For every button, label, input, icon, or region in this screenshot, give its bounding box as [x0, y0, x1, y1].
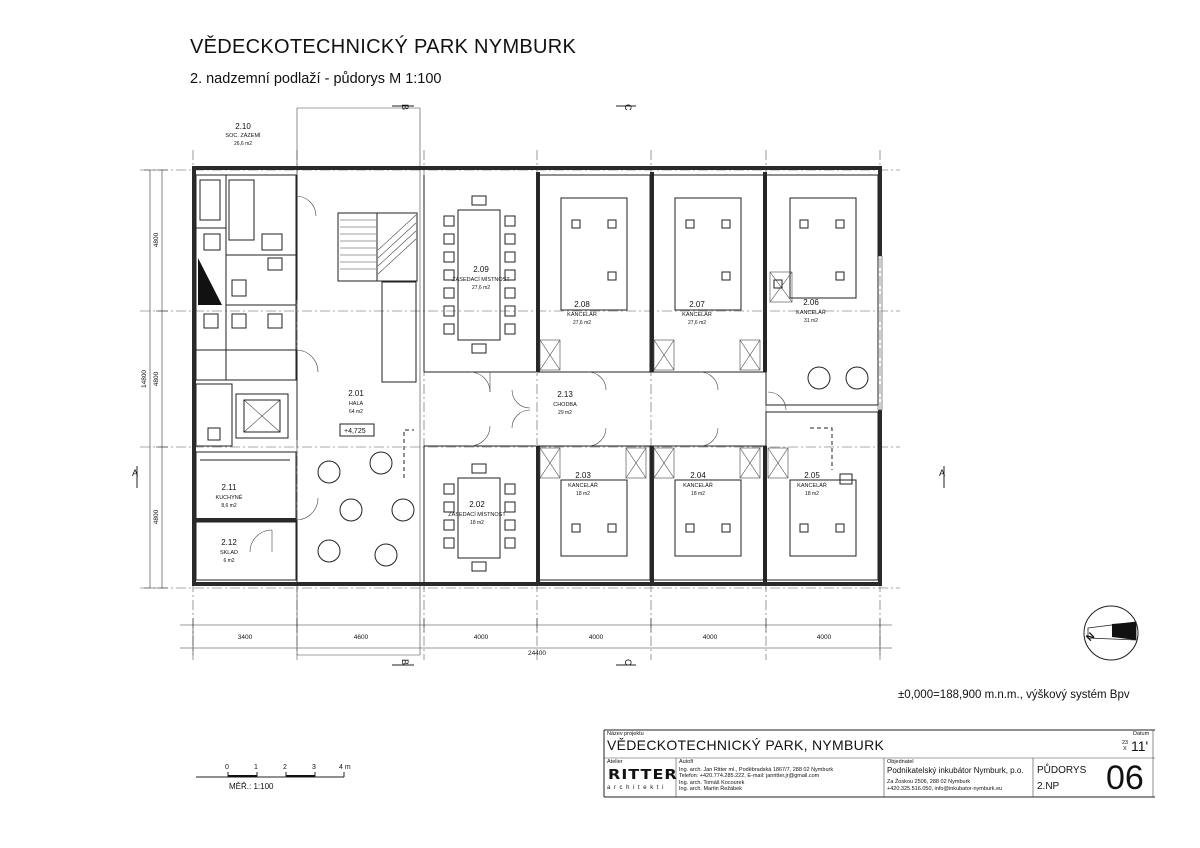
section-b-bottom: B	[400, 659, 410, 666]
atelier-logo: RITTER	[608, 766, 678, 783]
room-area-201: 64 m2	[349, 409, 363, 415]
drawing-subtitle: 2. nadzemní podlaží - půdorys M 1:100	[190, 71, 442, 87]
room-id-201: 2.01	[348, 389, 364, 398]
room-area-209: 27,6 m2	[471, 285, 491, 291]
room-id-205: 2.05	[804, 471, 820, 480]
atelier-logo-sub: architekti	[607, 785, 668, 791]
room-area-202: 18 m2	[470, 520, 484, 526]
scale-tick-4: 4 m	[339, 764, 351, 771]
tb-investor-line-3: +420.325.516.050, info@inkubator-nymburk.eu	[887, 786, 1003, 792]
scale-label: MĚŘ.: 1:100	[229, 782, 274, 791]
section-a-left: A	[132, 468, 139, 478]
service-block	[196, 175, 296, 580]
scale-tick-0: 0	[225, 764, 229, 771]
dim-h-2: 4600	[353, 634, 369, 641]
staircase	[338, 213, 417, 382]
room-name-201: HALA	[348, 401, 364, 407]
dim-v-2: 4800	[153, 371, 160, 387]
tb-project-name: VĚDECKOTECHNICKÝ PARK, NYMBURK	[607, 737, 885, 753]
room-id-208: 2.08	[574, 300, 590, 309]
room-name-203: KANCELÁŘ	[568, 483, 598, 489]
dim-h-1: 3400	[237, 634, 253, 641]
north-arrow	[1084, 606, 1138, 660]
room-area-204: 18 m2	[691, 491, 705, 497]
scale-tick-3: 3	[312, 764, 316, 771]
room-name-210: SOC. ZÁZEMÍ	[225, 133, 261, 139]
section-b-top: B	[400, 104, 410, 111]
tb-date-label: Datum	[1133, 731, 1150, 737]
dim-v-total: 14800	[141, 369, 148, 389]
tb-project-label: Název projektu	[607, 731, 644, 737]
room-name-211: KUCHYNĚ	[215, 495, 243, 501]
room-id-202: 2.02	[469, 500, 485, 509]
room-name-212: SKLAD	[219, 550, 239, 556]
scale-tick-1: 1	[254, 764, 258, 771]
meeting-table-209	[444, 196, 515, 353]
dim-h-4: 4000	[588, 634, 604, 641]
room-id-210: 2.10	[235, 122, 251, 131]
room-area-205: 18 m2	[805, 491, 819, 497]
tb-investor-label: Objednatel	[887, 759, 914, 765]
room-name-205: KANCELÁŘ	[797, 483, 827, 489]
room-id-212: 2.12	[221, 538, 237, 547]
elevation-note: ±0,000=188,900 m.n.m., výškový systém Bpv	[898, 689, 1130, 701]
scale-tick-2: 2	[283, 764, 287, 771]
dim-h-5: 4000	[702, 634, 718, 641]
room-area-213: 29 m2	[558, 410, 572, 416]
room-area-211: 8,6 m2	[221, 503, 237, 509]
room-area-203: 18 m2	[576, 491, 590, 497]
room-name-206: KANCELÁŘ	[796, 310, 826, 316]
section-c-top: C	[623, 104, 633, 111]
tb-investor-line-2: Za Žoskou 2506, 288 02 Nymburk	[887, 779, 971, 785]
tb-authors-label: Autoři	[679, 759, 694, 765]
room-name-204: KANCELÁŘ	[683, 483, 713, 489]
tb-investor-line-1: Podnikatelský inkubátor Nymburk, p.o.	[887, 766, 1024, 775]
room-id-206: 2.06	[803, 298, 819, 307]
room-labels	[216, 122, 827, 564]
room-area-212: 6 m2	[223, 558, 235, 564]
tb-date-day: 23	[1122, 740, 1129, 746]
dim-total: 24400	[527, 650, 547, 657]
section-c-bottom: C	[623, 659, 633, 666]
tb-author-line-3: Ing. arch. Tomáš Kocourek	[679, 780, 745, 786]
sheet-number: 06	[1106, 759, 1144, 797]
dim-v-1: 4800	[153, 232, 160, 248]
room-id-204: 2.04	[690, 471, 706, 480]
dim-h-3: 4000	[473, 634, 489, 641]
tb-author-line-2: Telefon: +420.774.285.222, E-mail: janritter.jr@gmail.com	[679, 773, 820, 779]
tb-atelier-label: Atelier	[607, 759, 623, 765]
doors	[296, 196, 786, 520]
room-name-209: ZASEDACÍ MÍSTNOST	[452, 277, 510, 283]
dim-h-6: 4000	[816, 634, 832, 641]
room-name-208: KANCELÁŘ	[567, 312, 597, 318]
tb-date-sep: X	[1123, 746, 1127, 752]
sheet-subtitle: 2.NP	[1037, 781, 1060, 792]
hall-round-tables	[318, 367, 868, 566]
room-id-211: 2.11	[221, 483, 237, 492]
tb-author-line-4: Ing. arch. Martin Řežábek	[679, 786, 742, 792]
dim-v-3: 4800	[153, 509, 160, 525]
room-id-213: 2.13	[557, 390, 573, 399]
room-id-209: 2.09	[473, 265, 489, 274]
room-area-207: 27,6 m2	[687, 320, 707, 326]
drawing-title: VĚDECKOTECHNICKÝ PARK NYMBURK	[190, 36, 577, 58]
room-area-210: 26,6 m2	[233, 141, 253, 147]
room-id-203: 2.03	[575, 471, 591, 480]
office-desks	[561, 198, 856, 556]
room-area-208: 27,6 m2	[572, 320, 592, 326]
section-a-right: A	[939, 468, 946, 478]
graphic-scale	[196, 772, 344, 777]
room-name-202: ZASEDACÍ MÍSTNOST	[448, 512, 506, 518]
level-mark: +4,725	[344, 428, 366, 435]
tb-date-year: 11'	[1131, 738, 1149, 754]
inner-walls	[297, 172, 878, 584]
sheet-title: PŮDORYS	[1037, 765, 1087, 776]
room-name-213: CHODBA	[553, 402, 577, 408]
room-name-207: KANCELÁŘ	[682, 312, 712, 318]
room-id-207: 2.07	[689, 300, 705, 309]
north-icon: N	[1084, 630, 1098, 644]
tb-author-line-1: Ing. arch. Jan Ritter ml., Poděbradská 1867/7, 288 02 Nymburk	[679, 767, 834, 773]
room-area-206: 31 m2	[804, 318, 818, 324]
